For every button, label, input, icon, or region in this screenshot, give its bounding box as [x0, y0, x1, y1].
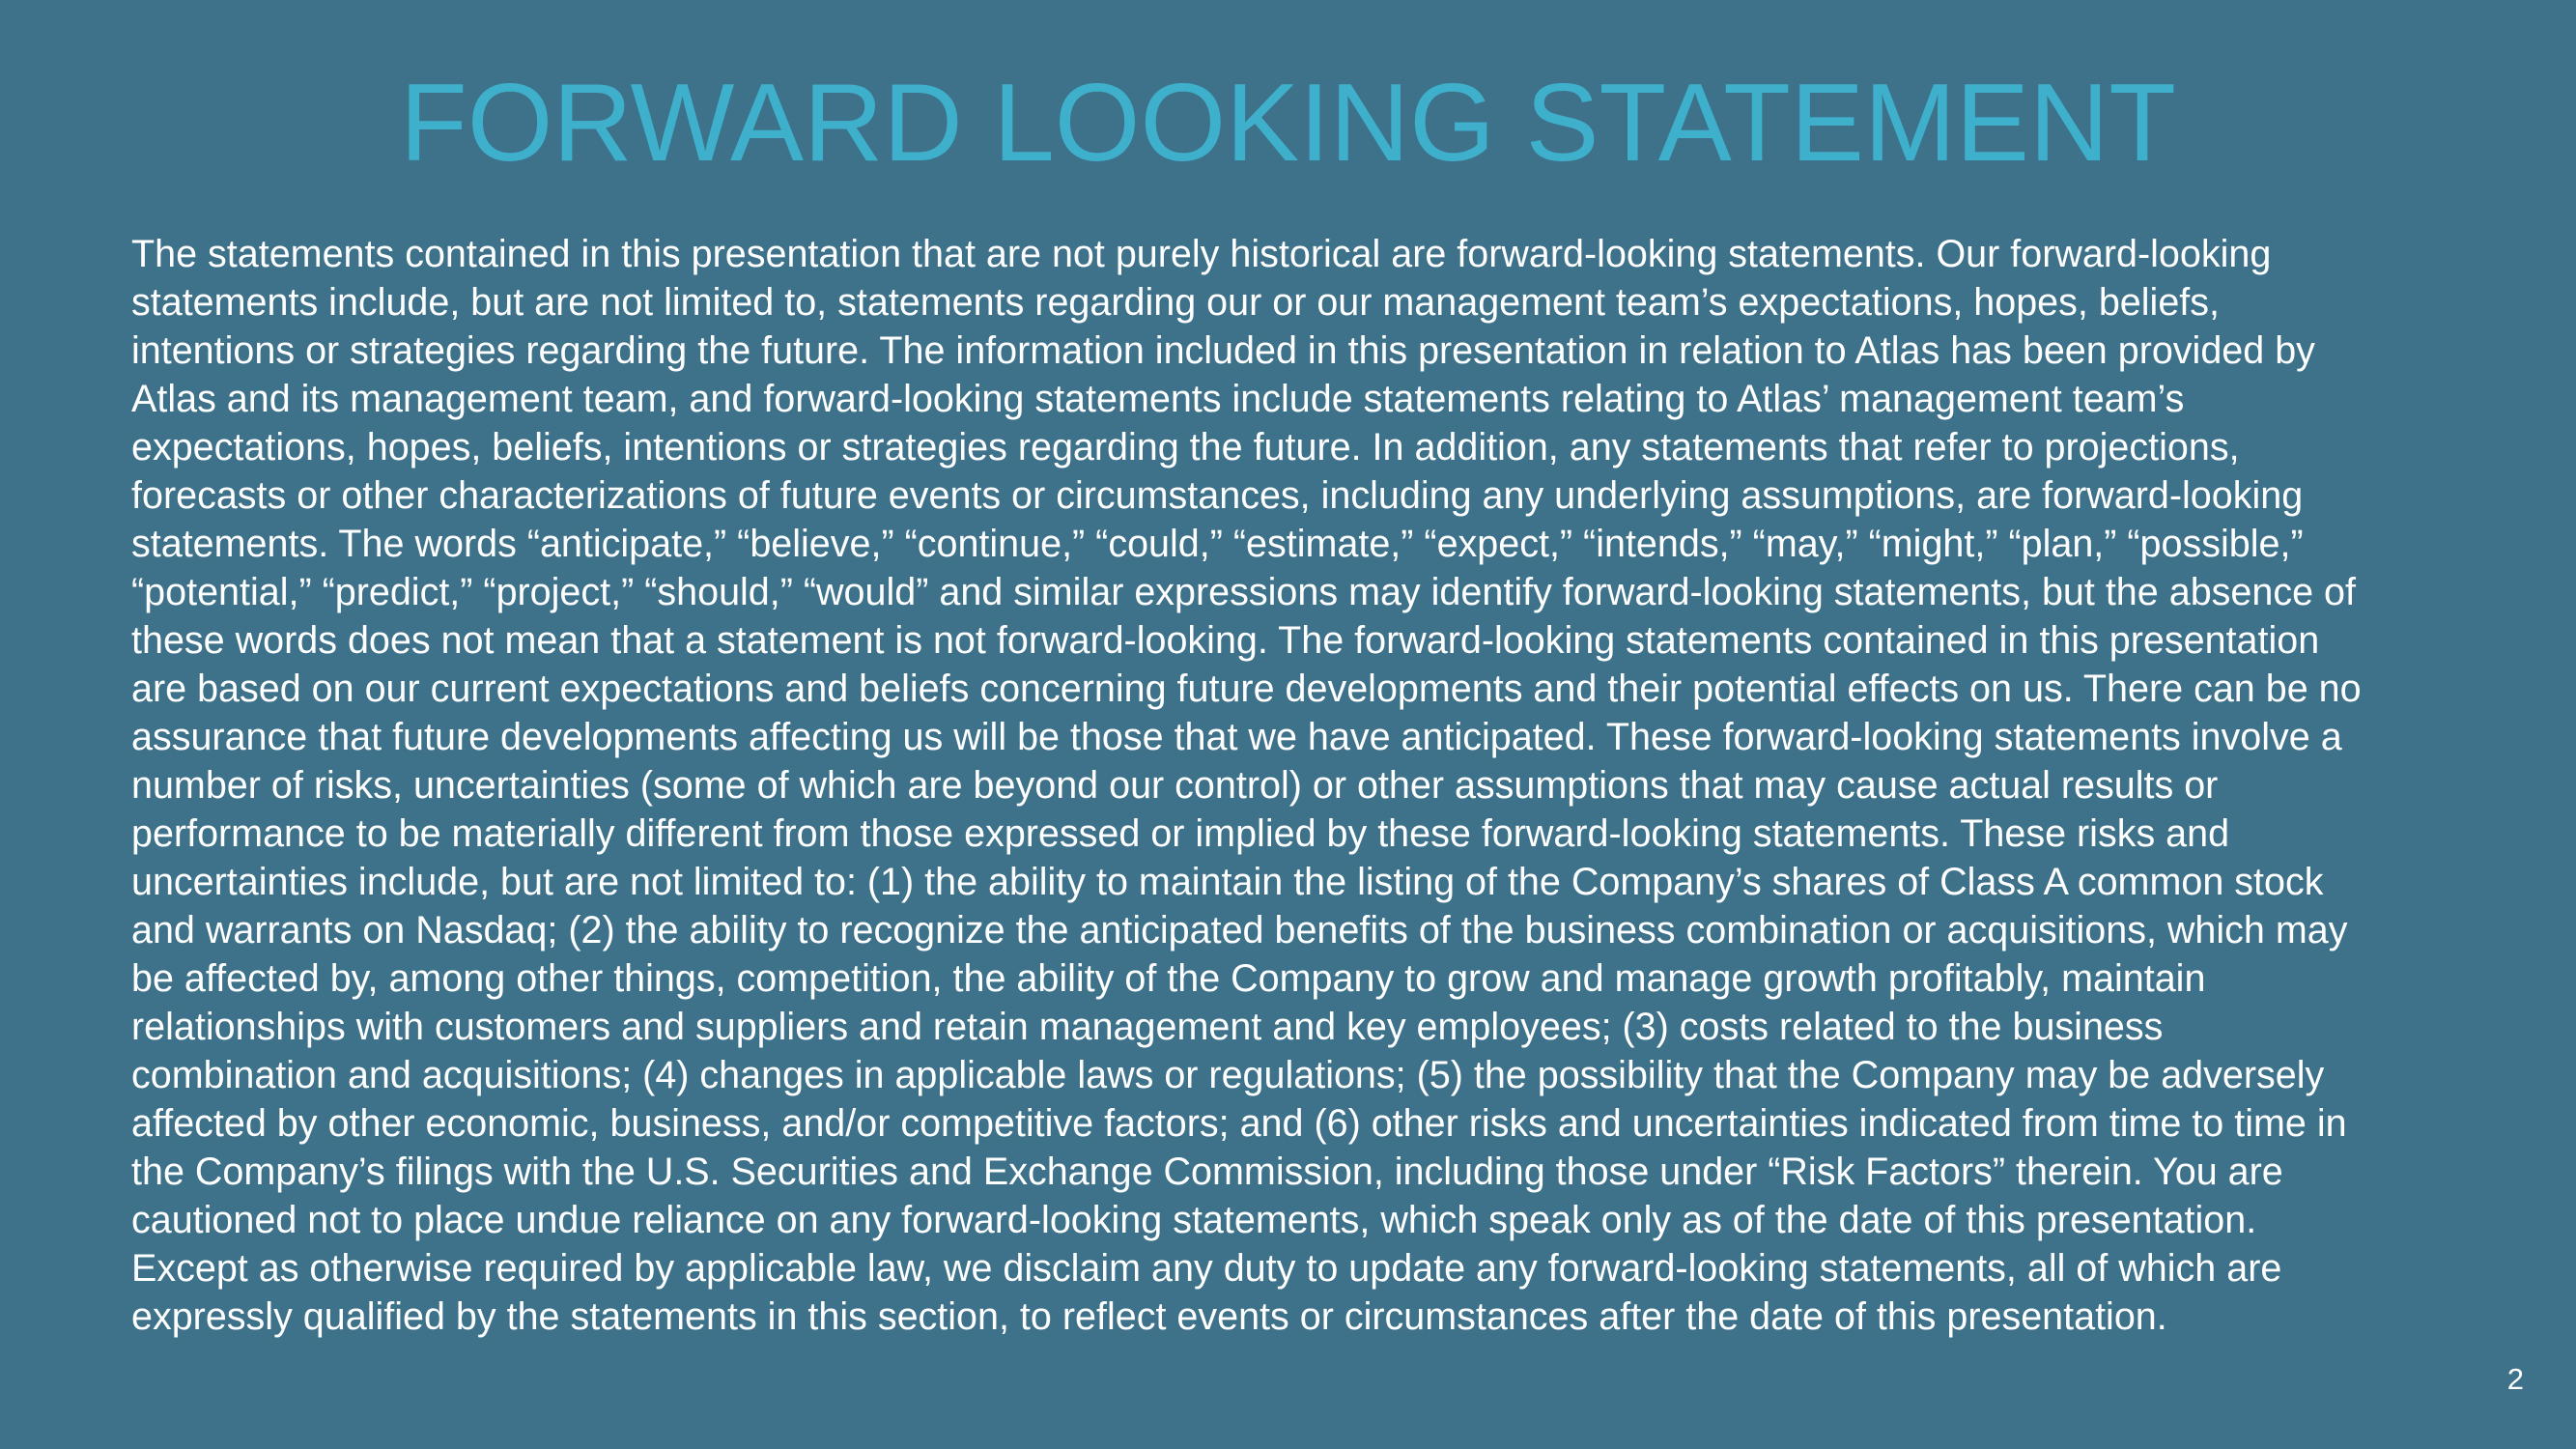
forward-looking-statement-body: [131, 230, 2488, 1341]
page-number: 2: [2506, 1362, 2524, 1396]
body-line: uncertainties include, but are not limited to: (1) the ability to maintain the listing of the Company’s shares of Class A common stock: [131, 861, 2324, 903]
body-line: are based on our current expectations and beliefs concerning future developments and their potential effects on us. There can be no: [131, 668, 2362, 710]
body-line: number of risks, uncertainties (some of which are beyond our control) or other assumptions that may cause actual results or: [131, 764, 2219, 807]
body-line: affected by other economic, business, and/or competitive factors; and (6) other risks and uncertainties indicated from time to time in: [131, 1102, 2347, 1145]
body-line: expectations, hopes, beliefs, intentions or strategies regarding the future. In addition, any statements that refer to projections,: [131, 426, 2240, 469]
body-line: statements include, but are not limited to, statements regarding our or our management team’s expectations, hopes, beliefs,: [131, 281, 2220, 324]
body-line: performance to be materially different from those expressed or implied by these forward-looking statements. These risks and: [131, 812, 2230, 855]
body-line: Atlas and its management team, and forward-looking statements include statements relating to Atlas’ management team’s: [131, 378, 2185, 420]
body-line: combination and acquisitions; (4) changes in applicable laws or regulations; (5) the possibility that the Company may be adversely: [131, 1054, 2325, 1096]
body-line: Except as otherwise required by applicable law, we disclaim any duty to update any forward-looking statements, all of which are: [131, 1247, 2282, 1290]
slide-title: FORWARD LOOKING STATEMENT: [400, 62, 2176, 185]
body-line: these words does not mean that a statement is not forward-looking. The forward-looking statements contained in this presentation: [131, 619, 2320, 662]
body-line: statements. The words “anticipate,” “believe,” “continue,” “could,” “estimate,” “expect,” “intends,” “may,” “might,” “plan,” “possible,”: [131, 523, 2304, 565]
body-line: “potential,” “predict,” “project,” “should,” “would” and similar expressions may identify forward-looking statements, but the absence of: [131, 571, 2356, 613]
body-line: and warrants on Nasdaq; (2) the ability to recognize the anticipated benefits of the business combination or acquisitions, which may: [131, 909, 2348, 952]
body-line: cautioned not to place undue reliance on any forward-looking statements, which speak only as of the date of this presentation.: [131, 1199, 2257, 1241]
body-line: be affected by, among other things, competition, the ability of the Company to grow and manage growth profitably, maintain: [131, 957, 2206, 1000]
body-line: forecasts or other characterizations of future events or circumstances, including any underlying assumptions, are forward-looking: [131, 474, 2304, 517]
body-line: the Company’s filings with the U.S. Securities and Exchange Commission, including those under “Risk Factors” therein. You are: [131, 1151, 2283, 1193]
body-line: The statements contained in this presentation that are not purely historical are forward-looking statements. Our forward-looking: [131, 233, 2272, 275]
body-line: expressly qualified by the statements in this section, to reflect events or circumstances after the date of this presentation.: [131, 1295, 2167, 1338]
body-line: relationships with customers and suppliers and retain management and key employees; (3) costs related to the business: [131, 1006, 2164, 1048]
body-line: intentions or strategies regarding the future. The information included in this presentation in relation to Atlas has been provided by: [131, 329, 2315, 372]
body-line: assurance that future developments affecting us will be those that we have anticipated. These forward-looking statements involve a: [131, 716, 2342, 758]
